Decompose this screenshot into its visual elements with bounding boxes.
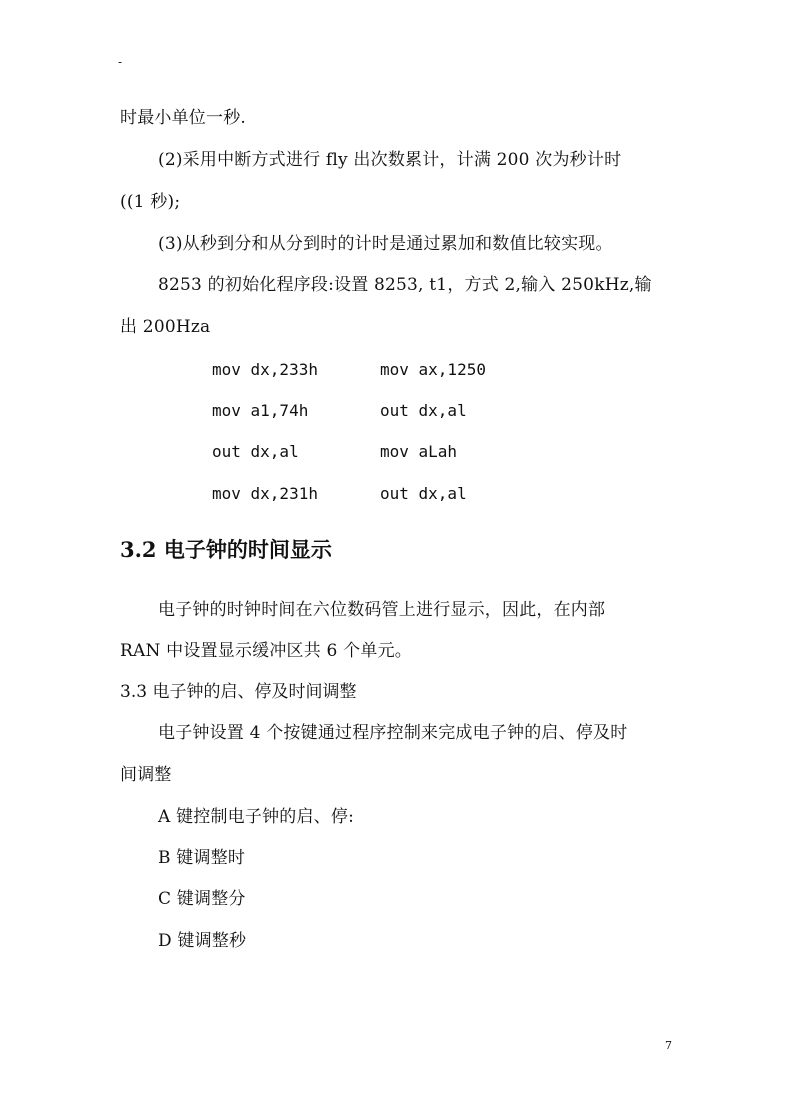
list-item: D 键调整秒 (158, 931, 247, 951)
header-mark: - (118, 55, 123, 69)
page-number: 7 (665, 1039, 672, 1052)
paragraph-line: 电子钟的时钟时间在六位数码管上进行显示，因此，在内部 (158, 600, 606, 620)
paragraph-line: ((1 秒); (120, 192, 181, 212)
code-line: mov dx,231h (212, 484, 318, 503)
code-line: mov aLah (380, 442, 458, 461)
code-line: out dx,al (380, 401, 467, 420)
code-line: mov ax,1250 (380, 360, 486, 379)
paragraph-line: 出 200Hza (120, 317, 211, 337)
section-title-3-3: 3.3 电子钟的启、停及时间调整 (120, 682, 357, 702)
list-item: C 键调整分 (158, 889, 246, 909)
paragraph-line: (2)采用中断方式进行 fly 出次数累计，计满 200 次为秒计时 (158, 150, 622, 170)
code-line: mov a1,74h (212, 401, 309, 420)
paragraph-line: 电子钟设置 4 个按键通过程序控制来完成电子钟的启、停及时 (158, 723, 628, 743)
code-line: out dx,al (380, 484, 467, 503)
paragraph-line: 间调整 (120, 765, 172, 785)
code-line: mov dx,233h (212, 360, 318, 379)
section-title-3-2: 3.2 电子钟的时间显示 (120, 537, 332, 562)
list-item: A 键控制电子钟的启、停: (158, 807, 355, 827)
paragraph-line: 8253 的初始化程序段:设置 8253, t1，方式 2,输入 250kHz,输 (158, 275, 652, 295)
paragraph-line: RAN 中设置显示缓冲区共 6 个单元。 (120, 641, 412, 661)
code-line: out dx,al (212, 442, 299, 461)
paragraph-line: (3)从秒到分和从分到时的计时是通过累加和数值比较实现。 (158, 234, 613, 254)
list-item: B 键调整时 (158, 848, 246, 868)
paragraph-line: 时最小单位一秒. (120, 108, 247, 128)
